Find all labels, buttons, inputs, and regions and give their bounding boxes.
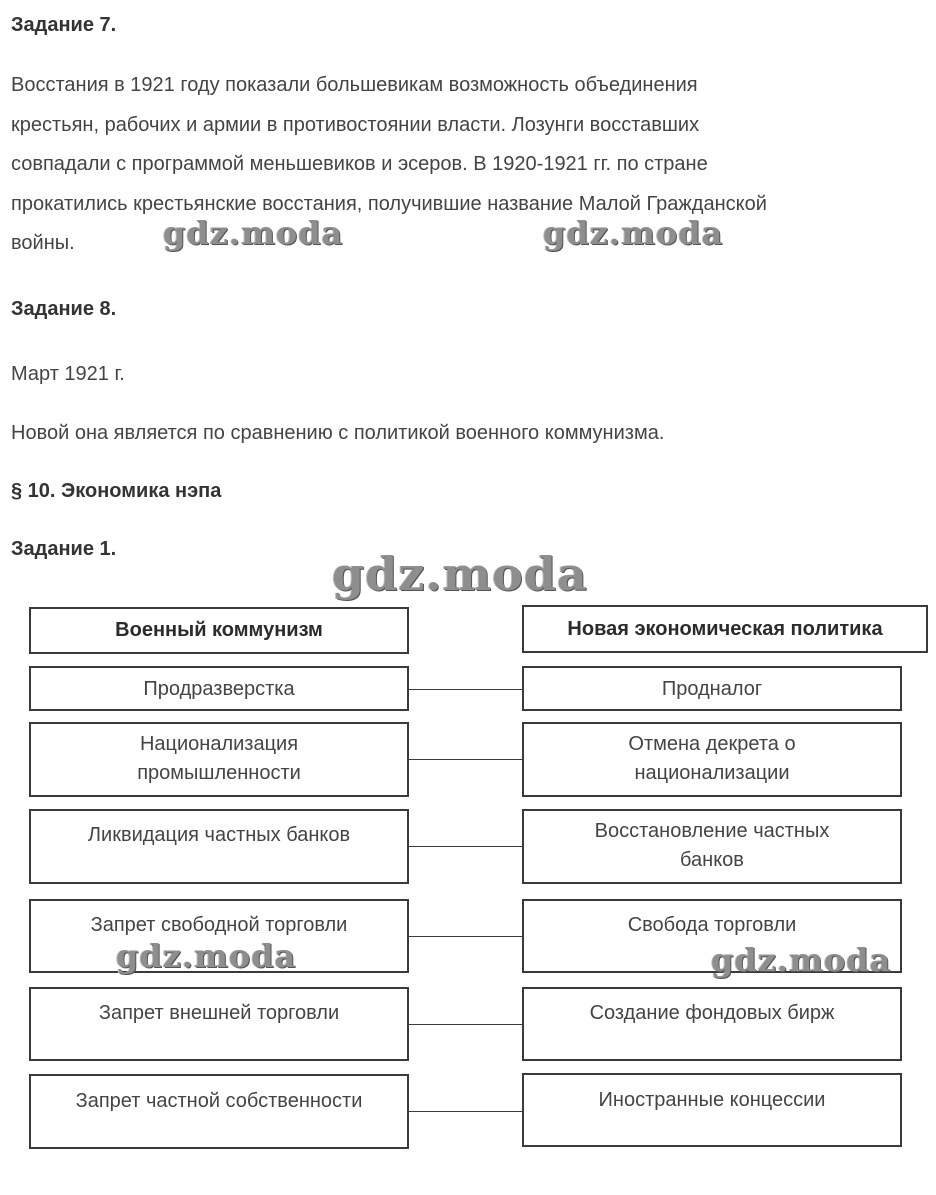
connector-line [409,1024,522,1025]
left-item-box [29,1074,409,1149]
left-item-box [29,722,409,797]
task8-title: Задание 8. [11,298,117,320]
right-item-box [522,987,902,1061]
left-item-text: Ликвидация частных банков [87,824,351,846]
task8-answer-2: Новой она является по сравнению с политикой военного коммунизма. [11,422,665,444]
left-item-text: Продразверстка [143,678,295,700]
connector-line [409,759,522,760]
task7-line: совпадали с программой меньшевиков и эсеров. В 1920-1921 гг. по стране [11,153,708,175]
right-item-box [522,1073,902,1147]
left-item-text: Запрет свободной торговли [90,914,348,936]
task8-answer-1: Март 1921 г. [11,363,125,385]
left-item-text: промышленности [137,762,301,784]
connector-line [409,936,522,937]
task7-line: крестьян, рабочих и армии в противостоянии власти. Лозунги восставших [11,113,700,136]
watermark: gdz.moda [163,214,344,252]
right-item-text: банков [680,849,744,871]
section-title: § 10. Экономика нэпа [11,480,222,502]
connector-line [409,1111,522,1112]
connector-line [409,689,522,690]
task1-title: Задание 1. [11,538,117,560]
right-item-text: национализации [634,762,790,784]
right-item-box [522,666,902,711]
right-header-box [522,605,928,653]
connector-line [409,846,522,847]
right-item-text: Иностранные концессии [598,1089,826,1111]
right-header: Новая экономическая политика [567,617,883,640]
task7-line: Восстания в 1921 году показали большевикам возможность объединения [11,74,698,96]
right-item-text: Восстановление частных [594,820,830,842]
watermark: gdz.moda [332,547,588,601]
right-item-text: Создание фондовых бирж [589,1002,835,1024]
task7-line: войны. [11,232,75,254]
left-item-text: Запрет частной собственности [75,1090,363,1112]
right-item-text: Отмена декрета о [628,733,796,755]
left-item-box [29,987,409,1061]
right-item-text: Продналог [661,678,763,700]
watermark: gdz.moda [116,937,297,975]
left-item-text: Национализация [139,733,299,755]
left-header: Военный коммунизм [115,619,323,641]
left-item-box [29,809,409,884]
task7-paragraph [11,66,767,264]
left-item-box [29,666,409,711]
left-item-text: Запрет внешней торговли [98,1002,340,1024]
right-item-box [522,722,902,797]
left-item-box [29,899,409,973]
watermark: gdz.moda [711,941,892,979]
right-item-box [522,899,902,973]
task7-line: прокатились крестьянские восстания, получившие название Малой Гражданской [11,192,767,215]
watermark: gdz.moda [543,214,724,252]
task7-title: Задание 7. [11,14,117,36]
left-header-box [29,607,409,654]
right-item-box [522,809,902,884]
right-item-text: Свобода торговли [627,914,797,936]
